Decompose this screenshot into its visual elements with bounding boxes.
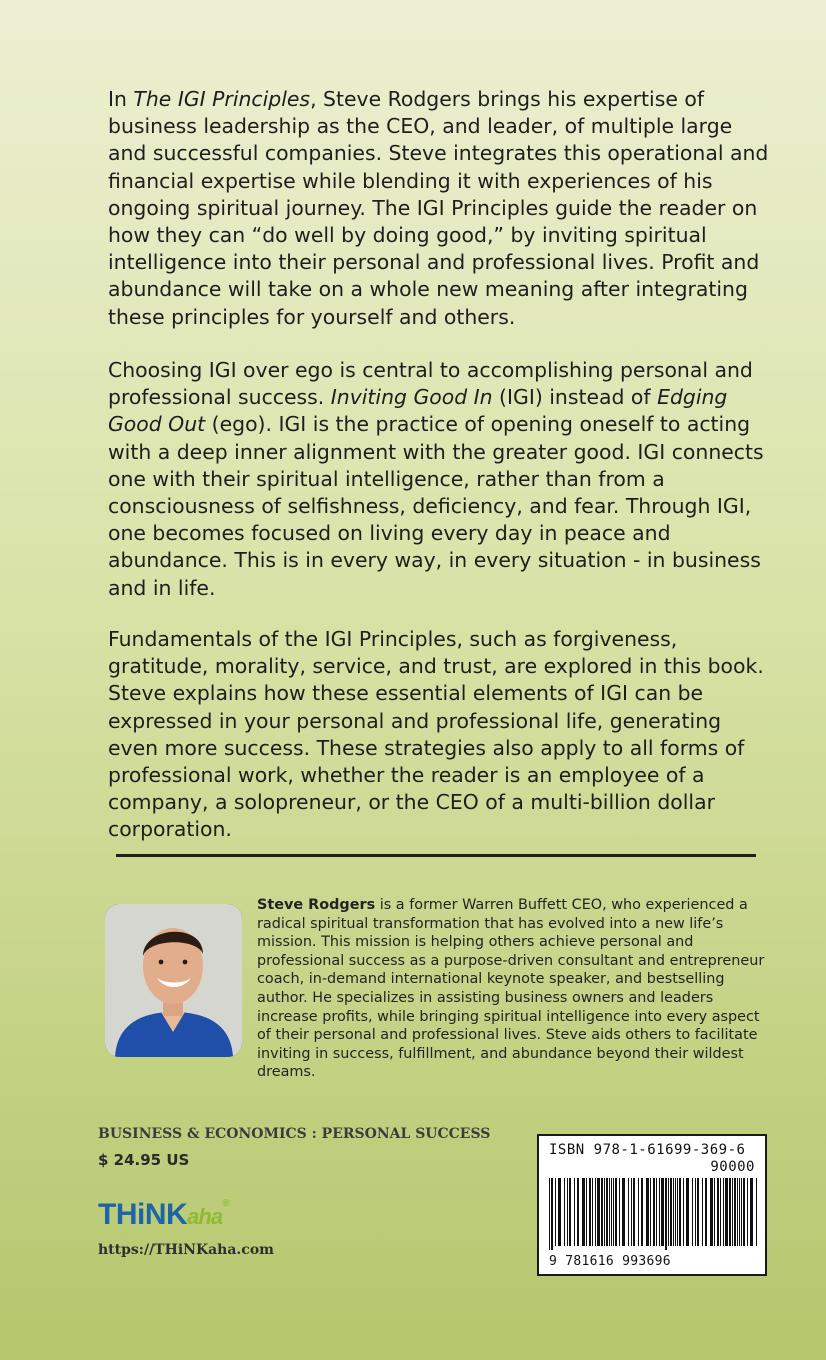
blurb-paragraph-2: [108, 357, 773, 602]
barcode-bar: [723, 1178, 724, 1246]
barcode-bar: [661, 1178, 664, 1246]
barcode-bar: [574, 1178, 575, 1246]
barcode-bar: [606, 1178, 608, 1246]
barcode-bar: [729, 1178, 731, 1246]
barcode-bar: [670, 1178, 672, 1246]
barcode-bar: [717, 1178, 719, 1246]
barcode-bar: [622, 1178, 625, 1246]
barcode-bar: [615, 1178, 617, 1246]
barcode-bar: [720, 1178, 721, 1246]
barcode-bar: [577, 1178, 579, 1246]
text-run: Fundamentals of the IGI Principles, such as forgiveness, gratitude, morality, service, and trust, are explored in this book. Steve explains how these essential elements of IGI can be expressed in your personal and professional life, generating even more success. These strategies also apply to all forms of professional work, whether the reader is an employee of a company, a solopreneur, or the CEO of a multi-billion dollar corporation.: [108, 627, 764, 842]
barcode-bar: [586, 1178, 587, 1246]
barcode-bar: [551, 1178, 553, 1250]
text-run: In: [108, 87, 134, 111]
barcode-bar: [638, 1178, 639, 1246]
barcode-bar: [741, 1178, 742, 1246]
barcode-bar: [668, 1178, 669, 1246]
publisher-url[interactable]: https://THiNKaha.com: [98, 1242, 274, 1258]
price-addon-code: 90000: [710, 1159, 755, 1175]
section-divider: [116, 854, 756, 857]
barcode-bar: [683, 1178, 684, 1246]
barcode-bar: [555, 1178, 556, 1246]
barcode-bar: [747, 1178, 748, 1246]
barcode-bar: [601, 1178, 603, 1246]
barcode-bar: [714, 1178, 715, 1246]
barcode-bar: [549, 1178, 550, 1250]
book-category: BUSINESS & ECONOMICS : PERSONAL SUCCESS: [98, 1126, 491, 1142]
text-run: (IGI) instead of: [492, 385, 658, 410]
barcode-bar: [677, 1178, 678, 1246]
isbn-label: ISBN 978-1-61699-369-6: [549, 1142, 746, 1158]
blurb-paragraph-1: [108, 86, 773, 331]
barcode-bar: [725, 1178, 728, 1246]
barcode-bar: [692, 1178, 693, 1246]
barcode-bar: [695, 1178, 696, 1246]
text-run: (ego). IGI is the practice of opening oneself to acting with a deep inner alignment with the greater good. IGI connects one with their spiritual intelligence, rather than from a consciousness of selfishness, deficiency, and fear. Through IGI, one becomes focused on living every day in peace and abundance. This is in every way, in every situation - in business and in life.: [108, 412, 764, 600]
barcode-bar: [734, 1178, 736, 1246]
barcode-bar: [737, 1178, 738, 1246]
barcode-bar: [564, 1178, 565, 1246]
barcode-bar: [650, 1178, 651, 1246]
barcode-bar: [628, 1178, 629, 1246]
barcode-bar: [567, 1178, 568, 1246]
author-name: Steve Rodgers: [257, 897, 376, 913]
italic-phrase: The IGI Principles: [133, 87, 311, 111]
barcode-bar: [739, 1178, 740, 1246]
barcode-bar: [675, 1178, 676, 1246]
barcode-bar: [631, 1178, 632, 1246]
barcode-bar: [702, 1178, 703, 1246]
italic-phrase: Inviting Good In: [330, 385, 493, 410]
barcode-bar: [705, 1178, 707, 1246]
barcode-bar: [619, 1178, 620, 1246]
barcode-bar: [613, 1178, 614, 1246]
text-run: Choosing IGI over ego is central to accomplishing personal and professional success.: [108, 358, 753, 410]
barcode-bar: [659, 1178, 660, 1246]
italic-phrase: Edging Good Out: [108, 385, 728, 437]
book-price: $ 24.95 US: [98, 1151, 190, 1169]
barcode-bar: [656, 1178, 657, 1246]
barcode-bar: [589, 1178, 591, 1246]
barcode-bar: [641, 1178, 643, 1246]
barcode-bar: [686, 1178, 689, 1246]
barcode-bar: [611, 1178, 612, 1246]
barcode-bar: [679, 1178, 681, 1246]
text-run: , Steve Rodgers brings his expertise of business leadership as the CEO, and leader, of multiple large and successful companies. Steve integrates this operational and financial expertise while blending it with experiences of his ongoing spiritual journey. The IGI Principles guide the reader on how they can “do well by doing good,” by inviting spiritual intelligence into their personal and professional lives. Profit and abundance will take on a whole new meaning after integrating these principles for yourself and others.: [108, 87, 769, 329]
barcode-bar: [653, 1178, 655, 1246]
barcode-bar: [710, 1178, 713, 1246]
logo-think-text: THiNK: [98, 1198, 188, 1231]
barcode-bar: [609, 1178, 610, 1246]
barcode-bar: [750, 1178, 753, 1246]
barcode-bar: [665, 1178, 667, 1250]
publisher-logo: [98, 1198, 228, 1232]
barcode-bars: [549, 1178, 757, 1250]
logo-registered-mark: ®: [222, 1198, 229, 1209]
barcode-bar: [558, 1178, 561, 1246]
barcode-bar: [673, 1178, 674, 1246]
barcode-bar: [732, 1178, 733, 1246]
ean-digits: 9 781616 993696: [549, 1254, 671, 1269]
barcode-bar: [582, 1178, 585, 1246]
barcode-bar: [697, 1178, 699, 1246]
barcode-bar: [743, 1178, 745, 1246]
author-bio: [257, 896, 767, 1082]
barcode-bar: [756, 1178, 757, 1246]
barcode-bar: [646, 1178, 649, 1246]
author-bio-text: is a former Warren Buffett CEO, who experienced a radical spiritual transformation that has evolved into a new life’s mission. This mission is helping others achieve personal and professional success as a purpose-driven consultant and entrepreneur coach, in-demand international keynote speaker, and bestselling author. He specializes in assisting business owners and leaders increase profits, while bringing spiritual intelligence into every aspect of their personal and professional lives. Steve aids others to facilitate inviting in success, fulfillment, and abundance beyond their wildest dreams.: [257, 897, 765, 1081]
barcode-bar: [604, 1178, 605, 1246]
logo-aha-text: aha: [187, 1204, 223, 1229]
isbn-barcode: [537, 1134, 767, 1276]
barcode-bar: [597, 1178, 600, 1246]
barcode-bar: [595, 1178, 596, 1246]
barcode-bar: [633, 1178, 635, 1246]
barcode-bar: [569, 1178, 571, 1246]
blurb-paragraph-3: [108, 626, 773, 844]
author-photo: [105, 904, 242, 1057]
barcode-bar: [592, 1178, 593, 1246]
